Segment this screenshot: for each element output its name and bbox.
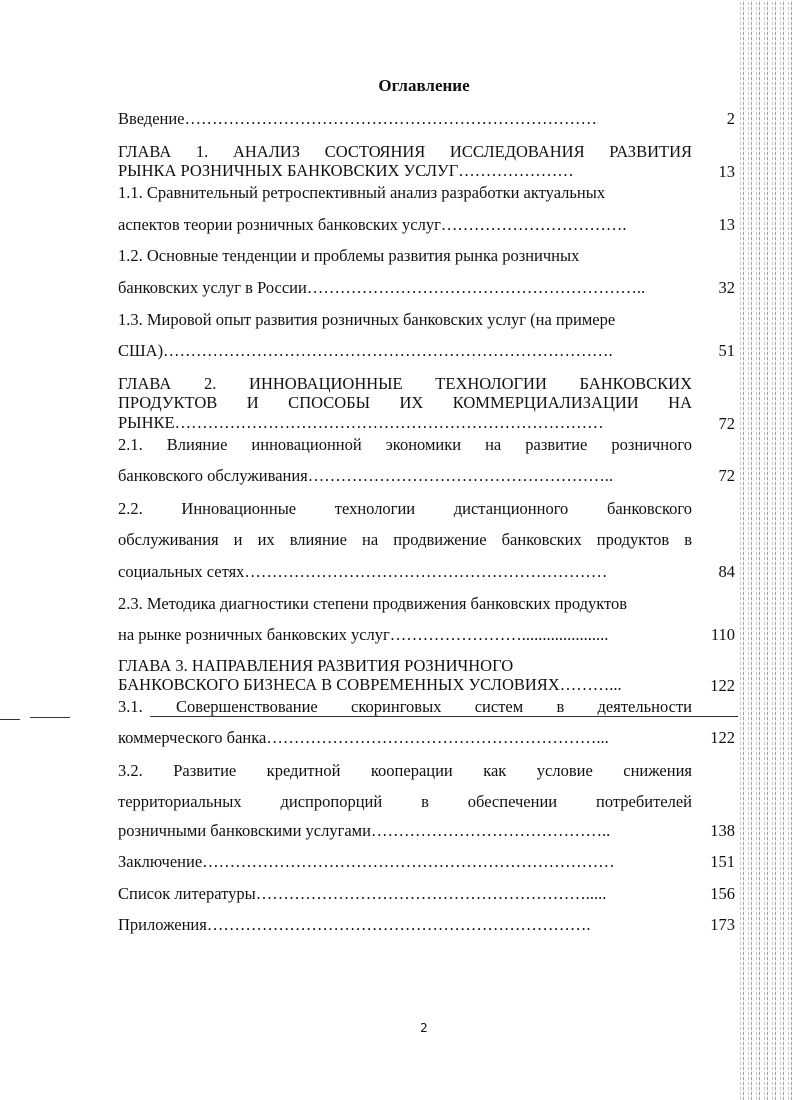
toc-page-number: 32 xyxy=(718,278,735,297)
toc-page-number: 13 xyxy=(718,162,735,181)
scan-artifact-line xyxy=(150,716,740,717)
scan-artifact-line xyxy=(30,717,70,718)
toc-section-1-3-line-2: США)………………………………………………………………………. xyxy=(118,342,613,360)
toc-page-number: 156 xyxy=(710,884,735,903)
scan-artifact-line xyxy=(0,719,20,720)
toc-page-number: 110 xyxy=(710,625,735,644)
toc-chapter-2-line-2: ПРОДУКТОВ И СПОСОБЫ ИХ КОММЕРЦИАЛИЗАЦИИ НА xyxy=(118,394,692,412)
toc-page-number: 151 xyxy=(710,852,735,871)
toc-entry-appendices: Приложения……………………………………………………………. xyxy=(118,916,591,934)
toc-page-number: 122 xyxy=(710,676,735,695)
toc-section-2-1-line-1: 2.1. Влияние инновационной экономики на развитие розничного xyxy=(118,436,692,454)
toc-chapter-1-line-2: РЫНКА РОЗНИЧНЫХ БАНКОВСКИХ УСЛУГ………………… xyxy=(118,162,574,180)
toc-section-1-2-line-2: банковских услуг в России…………………………………………………….. xyxy=(118,279,646,297)
toc-section-2-2-line-3: социальных сетях………………………………………………………… xyxy=(118,563,608,581)
toc-section-1-2-line-1: 1.2. Основные тенденции и проблемы развития рынка розничных xyxy=(118,247,580,265)
toc-section-2-1-line-2: банковского обслуживания……………………………………………….. xyxy=(118,467,614,485)
toc-chapter-1-line-1: ГЛАВА 1. АНАЛИЗ СОСТОЯНИЯ ИССЛЕДОВАНИЯ РАЗВИТИЯ xyxy=(118,143,692,161)
toc-chapter-2-line-1: ГЛАВА 2. ИННОВАЦИОННЫЕ ТЕХНОЛОГИИ БАНКОВСКИХ xyxy=(118,375,692,393)
toc-section-3-1-line-2: коммерческого банка……………………………………………………... xyxy=(118,729,609,747)
toc-section-2-2-line-2: обслуживания и их влияние на продвижение банковских продуктов в xyxy=(118,531,692,549)
toc-chapter-3-line-1: ГЛАВА 3. НАПРАВЛЕНИЯ РАЗВИТИЯ РОЗНИЧНОГО xyxy=(118,657,514,675)
toc-page-number: 84 xyxy=(718,562,735,581)
toc-page-number: 2 xyxy=(726,109,735,128)
toc-entry-references: Список литературы……………………………………………………..... xyxy=(118,885,607,903)
toc-section-2-3-line-1: 2.3. Методика диагностики степени продвижения банковских продуктов xyxy=(118,595,628,613)
toc-section-2-2-line-1: 2.2. Инновационные технологии дистанционного банковского xyxy=(118,500,692,518)
toc-chapter-2-line-3: РЫНКЕ…………………………………………………………………… xyxy=(118,414,604,432)
toc-section-3-2-line-3: розничными банковскими услугами…………………………………….. xyxy=(118,822,611,840)
toc-section-1-1-line-2: аспектов теории розничных банковских услуг……………………………. xyxy=(118,216,627,234)
toc-section-1-3-line-1: 1.3. Мировой опыт развития розничных банковских услуг (на примере xyxy=(118,311,616,329)
toc-entry-introduction: Введение………………………………………………………………… xyxy=(118,110,598,128)
page-number: 2 xyxy=(420,1021,428,1035)
toc-page-number: 138 xyxy=(710,821,735,840)
toc-entry-conclusion: Заключение………………………………………………………………… xyxy=(118,853,615,871)
page-title: Оглавление xyxy=(378,76,470,95)
toc-page-number: 122 xyxy=(710,728,735,747)
toc-section-3-1-line-1: 3.1. Совершенствование скоринговых систем в деятельности xyxy=(118,698,692,716)
toc-page-number: 72 xyxy=(718,414,735,433)
toc-section-3-2-line-2: территориальных диспропорций в обеспечении потребителей xyxy=(118,793,692,811)
toc-section-2-3-line-2: на рынке розничных банковских услуг……………………..................... xyxy=(118,626,609,644)
toc-page-number: 173 xyxy=(710,915,735,934)
toc-page-number: 13 xyxy=(718,215,735,234)
toc-section-3-2-line-1: 3.2. Развитие кредитной кооперации как условие снижения xyxy=(118,762,692,780)
toc-section-1-1-line-1: 1.1. Сравнительный ретроспективный анализ разработки актуальных xyxy=(118,184,606,202)
toc-chapter-3-line-2: БАНКОВСКОГО БИЗНЕСА В СОВРЕМЕННЫХ УСЛОВИЯХ………... xyxy=(118,676,622,694)
scan-border-artifact xyxy=(738,0,792,1100)
toc-page-number: 72 xyxy=(718,466,735,485)
toc-page-number: 51 xyxy=(718,341,735,360)
